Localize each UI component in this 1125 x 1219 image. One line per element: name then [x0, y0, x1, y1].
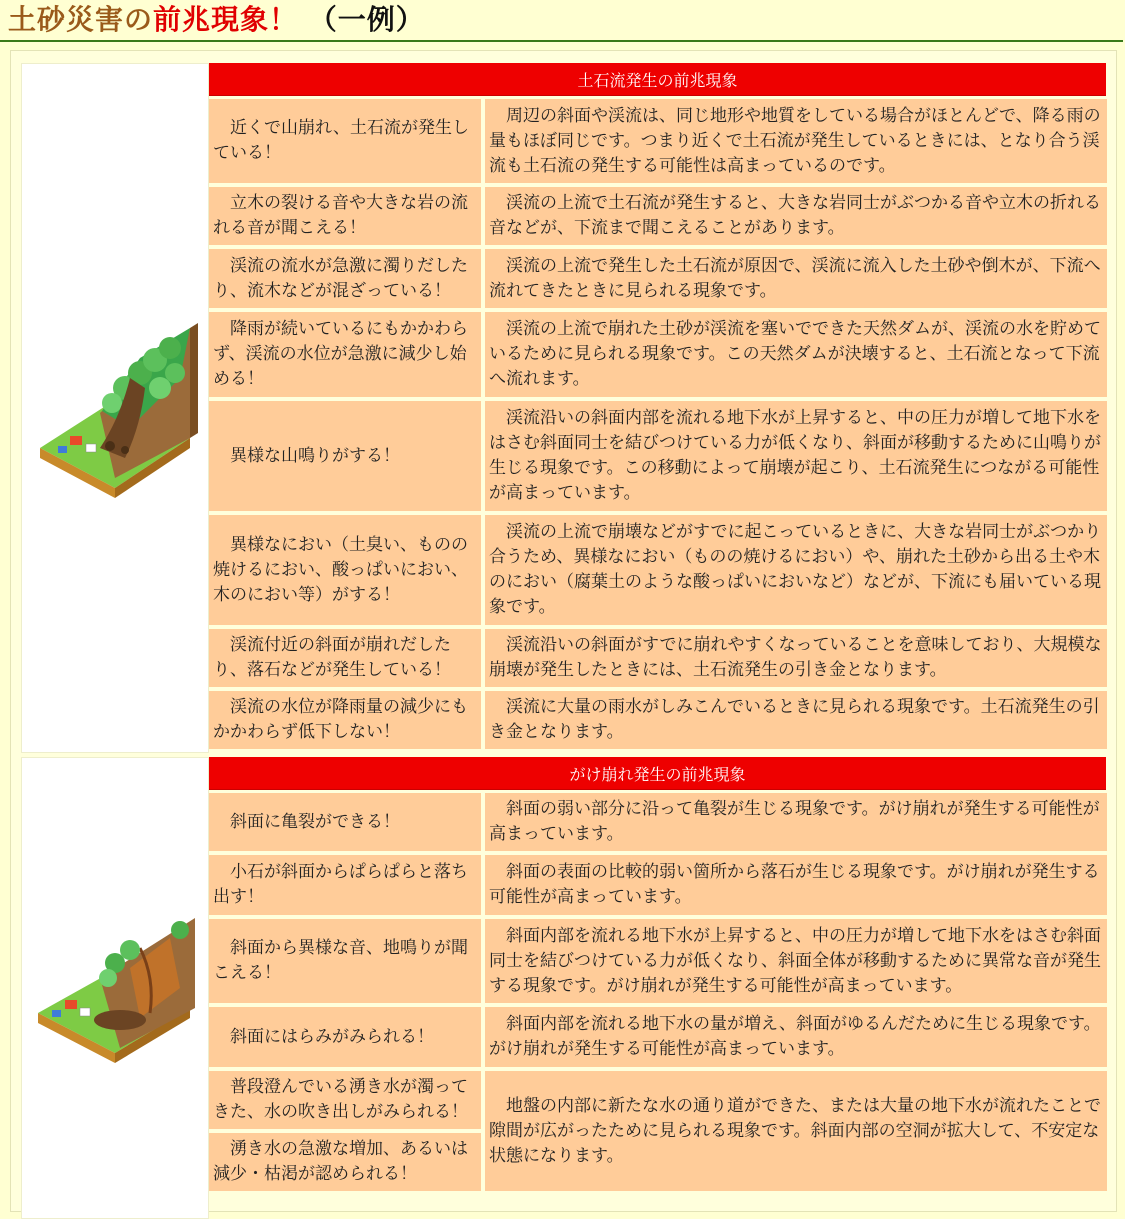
table-row [209, 919, 1107, 1003]
table-row [209, 312, 1107, 397]
explanation-cell: 渓流に大量の雨水がしみこんでいるときに見られる現象です。土石流発生の引き金となります。 [485, 691, 1107, 749]
table-row [209, 249, 1107, 308]
sign-cell: 斜面から異様な音、地鳴りが聞こえる！ [209, 919, 481, 1003]
table-row [209, 99, 1107, 183]
slope-failure-heading: がけ崩れ発生の前兆現象 [209, 757, 1106, 790]
title-part-disaster: 土砂災害 [8, 3, 125, 36]
table-row [209, 401, 1107, 511]
sign-cell: 異様なにおい（土臭い、ものの焼けるにおい、酸っぱいにおい、木のにおい等）がする！ [209, 515, 481, 625]
debris-flow-icon [30, 318, 200, 498]
title-part-signs: 前兆現象！ [153, 3, 299, 36]
debris-flow-illustration [21, 63, 209, 753]
explanation-cell: 地盤の内部に新たな水の通り道ができた、または大量の地下水が流れたことで隙間が広がったために見られる現象です。斜面内部の空洞が拡大して、不安定な状態になります。 [485, 1071, 1107, 1191]
explanation-cell: 周辺の斜面や渓流は、同じ地形や地質をしている場合がほとんどで、降る雨の量もほぼ同じです。つまり近くで土石流が発生しているときには、となり合う渓流も土石流の発生する可能性は高まっているのです。 [485, 99, 1107, 183]
table-row [209, 515, 1107, 625]
table-row [209, 855, 1107, 915]
slope-failure-illustration [21, 757, 209, 1219]
table-row-merged [209, 1071, 1107, 1191]
sign-cell: 普段澄んでいる湧き水が濁ってきた、水の吹き出しがみられる！ [209, 1071, 481, 1129]
sign-cell: 近くで山崩れ、土石流が発生している！ [209, 99, 481, 183]
table-row [209, 1007, 1107, 1067]
debris-flow-heading: 土石流発生の前兆現象 [209, 63, 1106, 96]
sign-cell: 小石が斜面からぱらぱらと落ち出す！ [209, 855, 481, 915]
sign-cell: 湧き水の急激な増加、あるいは減少・枯渇が認められる！ [209, 1133, 481, 1191]
slope-failure-icon [30, 908, 200, 1068]
sign-cell: 渓流付近の斜面が崩れだしたり、落石などが発生している！ [209, 629, 481, 687]
explanation-cell: 渓流沿いの斜面内部を流れる地下水が上昇すると、中の圧力が増して地下水をはさむ斜面同士を結びつけている力が低くなり、斜面が移動するために山鳴りが生じる現象です。この移動によって崩壊が起こり、土石流発生につながる可能性が高まっています。 [485, 401, 1107, 511]
sign-cell: 降雨が続いているにもかかわらず、渓流の水位が急激に減少し始める！ [209, 312, 481, 397]
explanation-cell: 渓流の上流で土石流が発生すると、大きな岩同士がぶつかる音や立木の折れる音などが、下流まで聞こえることがあります。 [485, 187, 1107, 245]
table-row [209, 691, 1107, 749]
sign-cell: 斜面に亀裂ができる！ [209, 793, 481, 851]
table-row [209, 187, 1107, 245]
table-row [209, 793, 1107, 851]
explanation-cell: 斜面の弱い部分に沿って亀裂が生じる現象です。がけ崩れが発生する可能性が高まっています。 [485, 793, 1107, 851]
sign-cell: 渓流の流水が急激に濁りだしたり、流木などが混ざっている！ [209, 249, 481, 308]
title-bar [0, 0, 1123, 42]
sign-cell: 異様な山鳴りがする！ [209, 401, 481, 511]
sign-cell: 立木の裂ける音や大きな岩の流れる音が聞こえる！ [209, 187, 481, 245]
explanation-cell: 渓流沿いの斜面がすでに崩れやすくなっていることを意味しており、大規模な崩壊が発生したときには、土石流発生の引き金となります。 [485, 629, 1107, 687]
explanation-cell: 渓流の上流で発生した土石流が原因で、渓流に流入した土砂や倒木が、下流へ流れてきたときに見られる現象です。 [485, 249, 1107, 308]
explanation-cell: 斜面内部を流れる地下水の量が増え、斜面がゆるんだために生じる現象です。がけ崩れが発生する可能性が高まっています。 [485, 1007, 1107, 1067]
title-part-example: （一例） [308, 3, 425, 36]
explanation-cell: 渓流の上流で崩壊などがすでに起こっているときに、大きな岩同士がぶつかり合うため、異様なにおい（ものの焼けるにおい）や、崩れた土砂から出る土や木のにおい（腐葉土のような酸っぱいにおいなど）などが、下流にも届いている現象です。 [485, 515, 1107, 625]
sign-cell: 渓流の水位が降雨量の減少にもかかわらず低下しない！ [209, 691, 481, 749]
explanation-cell: 渓流の上流で崩れた土砂が渓流を塞いでできた天然ダムが、渓流の水を貯めているために見られる現象です。この天然ダムが決壊すると、土石流となって下流へ流れます。 [485, 312, 1107, 397]
explanation-cell: 斜面内部を流れる地下水が上昇すると、中の圧力が増して地下水をはさむ斜面同士を結びつけている力が低くなり、斜面全体が移動するために異常な音が発生する現象です。がけ崩れが発生する可能性が高まっています。 [485, 919, 1107, 1003]
content-frame [10, 50, 1117, 1212]
page-title [8, 0, 425, 40]
sign-cell: 斜面にはらみがみられる！ [209, 1007, 481, 1067]
table-row [209, 629, 1107, 687]
title-part-no: の [124, 3, 154, 36]
explanation-cell: 斜面の表面の比較的弱い箇所から落石が生じる現象です。がけ崩れが発生する可能性が高まっています。 [485, 855, 1107, 915]
